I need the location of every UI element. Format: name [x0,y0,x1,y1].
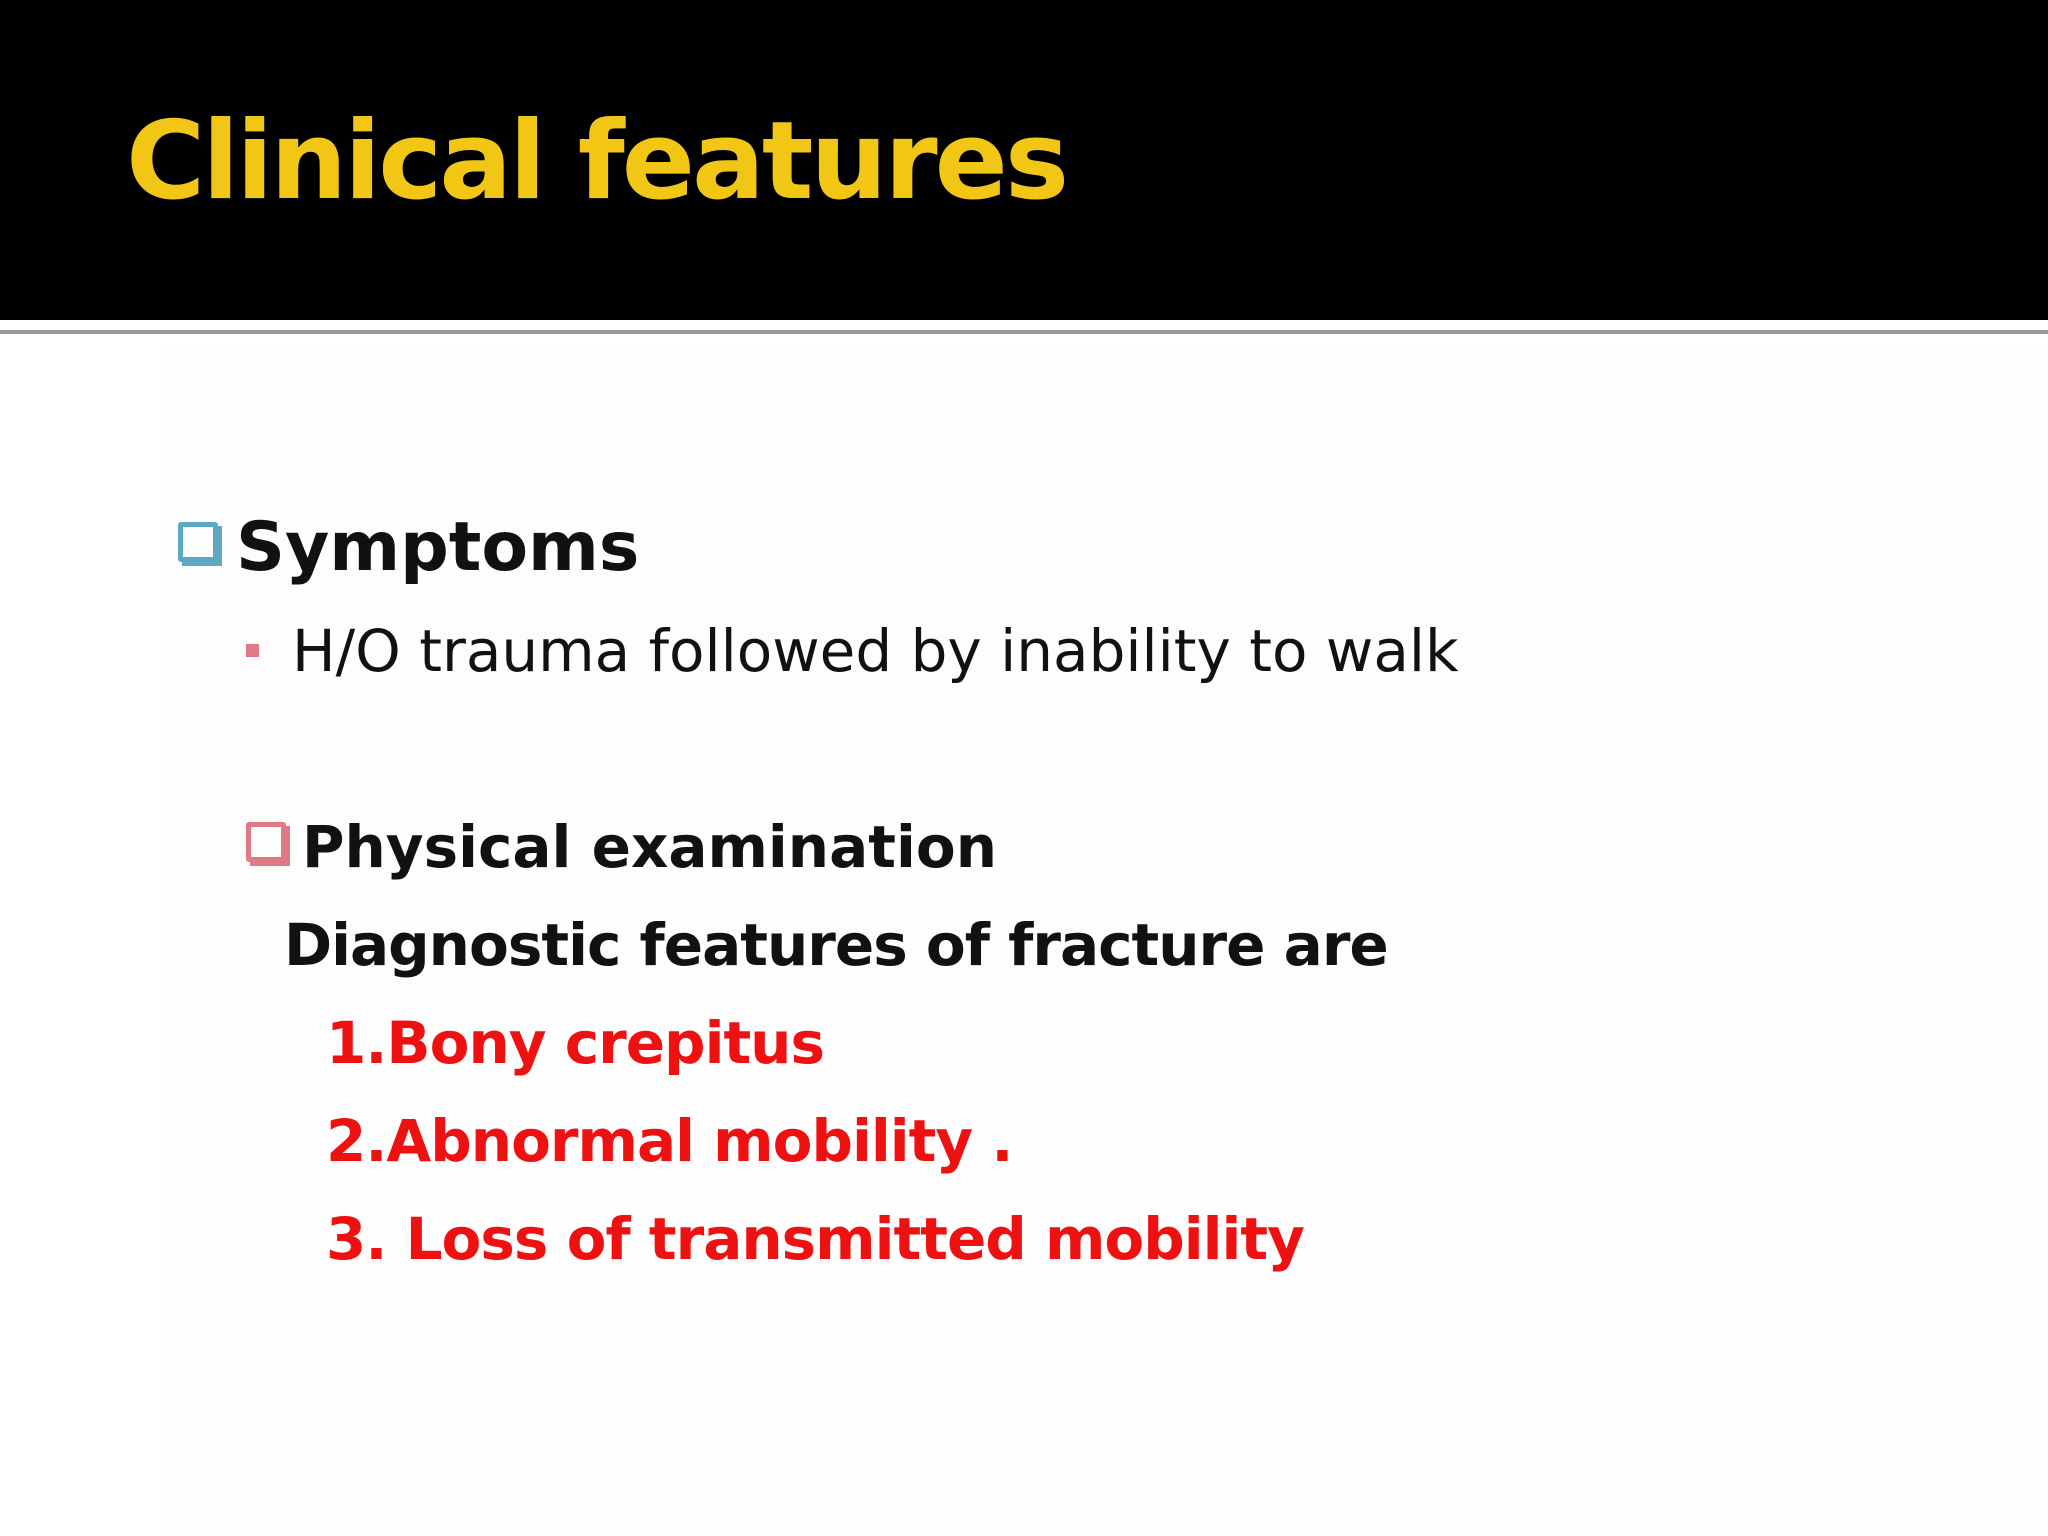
diagnostic-feature-item: 3. Loss of transmitted mobility [326,1205,1304,1273]
title-divider-white [0,320,2048,330]
checkbox-bullet-icon [178,522,218,562]
title-bar [0,0,2048,320]
checkbox-shadow [213,526,222,566]
symptom-item: H/O trauma followed by inability to walk [292,617,1459,685]
square-bullet-icon [246,644,259,657]
diagnostic-feature-item: 2.Abnormal mobility . [326,1107,1013,1175]
slide-title: Clinical features [126,99,1067,224]
checkbox-shadow [281,826,290,866]
title-divider-grey [0,330,2048,334]
physical-exam-subheading: Diagnostic features of fracture are [284,911,1388,979]
symptoms-heading: Symptoms [236,508,640,587]
checkbox-bullet-icon [246,822,286,862]
physical-exam-heading: Physical examination [302,813,997,881]
diagnostic-feature-item: 1.Bony crepitus [326,1009,824,1077]
